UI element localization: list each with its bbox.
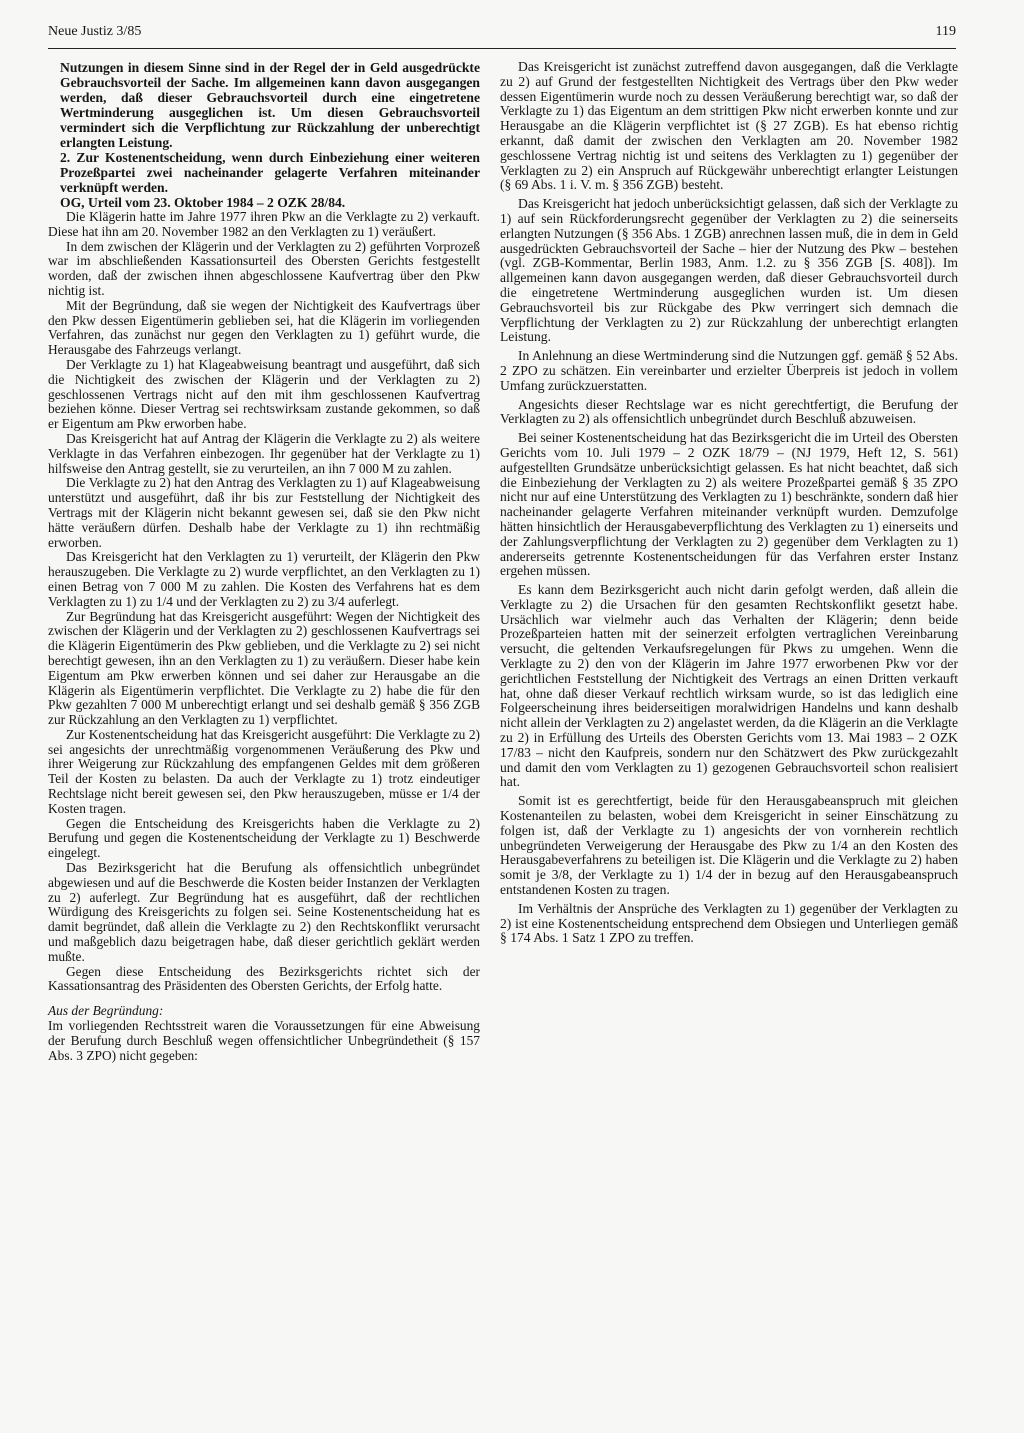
body-paragraph: Im vorliegenden Rechtsstreit waren die Voraussetzungen für eine Abweisung der Berufung durch Beschluß wegen offensichtlicher Unbegründetheit (§ 157 Abs. 3 ZPO) nicht gegeben:	[48, 1018, 480, 1063]
body-paragraph: Der Verklagte zu 1) hat Klageabweisung beantragt und ausgeführt, daß sich die Nichtigkeit des zwischen der Klägerin und der Verklagten zu 2) geschlossenen Vertrags nicht auf den mit ihm geschlossenen Kaufvertrag beziehen könne. Dieser Vertrag sei rechtswirksam zustande gekommen, so daß er Eigentum am Pkw erworben habe.	[48, 356, 480, 432]
body-paragraph: Die Verklagte zu 2) hat den Antrag des Verklagten zu 1) auf Klageabweisung unterstützt und ausgeführt, daß ihr bis zur Feststellung der Nichtigkeit des Vertrags mit der Klägerin nicht bekannt gewesen sei, daß sie den Pkw nicht hätte veräußern dürfen. Deshalb habe der Verklagte zu 1) ihn rechtmäßig erworben.	[48, 475, 480, 550]
case-citation: OG, Urteil vom 23. Oktober 1984 – 2 OZK 28/84.	[60, 195, 346, 210]
body-paragraph: Die Klägerin hatte im Jahre 1977 ihren Pkw an die Verklagte zu 2) verkauft. Diese hat ihn am 20. November 1982 an den Verklagten zu 1) veräußert.	[48, 209, 480, 239]
body-paragraph: Das Kreisgericht ist zunächst zutreffend davon ausgegangen, daß die Verklagte zu 2) auf Grund der festgestellten Nichtigkeit des Vertrags über den Pkw weder dessen Eigentümerin wurde noch zu dessen Veräußerung berechtigt war, so daß der Verklagte zu 1) das Eigentum an dem strittigen Pkw nicht erwerben konnte und zur Herausgabe an die Klägerin verpflichtet ist (§ 27 ZGB). Es hat ebenso richtig erkannt, daß damit der zwischen den Verklagten am 20. November 1982 geschlossene Vertrag nichtig ist und seitens des Verklagten zu 1) gegenüber der Verklagten zu 2) ein Anspruch auf Rückgewähr unberechtigt erlangter Leistungen (§ 69 Abs. 1 i. V. m. § 356 ZGB) besteht.	[500, 59, 958, 193]
journal-title: Neue Justiz 3/85	[48, 24, 142, 39]
section-heading: Aus der Begründung:	[48, 1003, 164, 1019]
body-paragraph: Mit der Begründung, daß sie wegen der Nichtigkeit des Kaufvertrags über den Pkw dessen Eigentümerin geblieben sei, hat die Klägerin im vorliegenden Verfahren, das zunächst nur gegen den Verklagten zu 1) geführt wurde, die Herausgabe des Fahrzeugs verlangt.	[48, 297, 480, 358]
headnote	[48, 60, 480, 210]
body-paragraph: Das Kreisgericht hat den Verklagten zu 1) verurteilt, der Klägerin den Pkw herauszugeben. Die Verklagte zu 2) wurde verpflichtet, an den Verklagten zu 1) einen Betrag von 7 000 M zu zahlen. Die Kosten des Verfahrens hat es dem Verklagten zu 1) zu 1/4 und der Verklagten zu 2) zu 3/4 auferlegt.	[48, 549, 480, 609]
body-paragraph: Zur Begründung hat das Kreisgericht ausgeführt: Wegen der Nichtigkeit des zwischen der Klägerin und der Verklagten zu 2) geschlossenen Kaufvertrags sei die Klägerin Eigentümerin des Pkw geblieben, und die Verklagte zu 2) sei nicht berechtigt gewesen, ihn an den Verklagten zu 1) zu veräußern. Dieser habe kein Eigentum am Pkw erwerben können und sei daher zur Herausgabe an die Klägerin als Eigentümerin verpflichtet. Die Verklagte zu 2) habe die für den Pkw gezahlten 7 000 M unberechtigt erlangt und sei deshalb gemäß § 356 ZGB zur Rückzahlung an den Verklagten zu 1) verpflichtet.	[48, 608, 480, 728]
body-paragraph: Zur Kostenentscheidung hat das Kreisgericht ausgeführt: Die Verklagte zu 2) sei angesichts der unrechtmäßig vorgenommenen Veräußerung des Pkw und ihrer Weigerung zur Rückzahlung des empfangenen Geldes mit dem größeren Teil der Kosten zu belasten. Da auch der Verklagte zu 1) trotz eindeutiger Rechtslage nicht bereit gewesen sei, den Pkw herauszugeben, müsse er 1/4 der Kosten tragen.	[48, 726, 480, 816]
body-paragraph: In dem zwischen der Klägerin und der Verklagten zu 2) geführten Vorprozeß war im abschließenden Kassationsurteil des Obersten Gerichts festgestellt worden, daß der zwischen ihnen abgeschlossene Kaufvertrag über den Pkw nichtig ist.	[48, 238, 480, 298]
body-paragraph: Gegen diese Entscheidung des Bezirksgerichts richtet sich der Kassationsantrag des Präsidenten des Obersten Gerichts, der Erfolg hatte.	[48, 963, 480, 994]
page-number: 119	[935, 24, 956, 39]
body-paragraph: Somit ist es gerechtfertigt, beide für den Herausgabeanspruch mit gleichen Kostenanteilen zu belasten, wobei dem Kreisgericht in seiner Einschätzung zu folgen ist, daß der Verklagte zu 1) angesichts der von vornherein rechtlich unbegründeten Verweigerung der Herausgabe des Pkw zu 1/4 an den Kosten des Herausgabeverfahrens zu beteiligen ist. Die Klägerin und die Verklagte zu 2) haben somit je 3/8, der Verklagte zu 1) 1/4 der in bezug auf den Herausgabeanspruch entstandenen Kosten zu tragen.	[500, 793, 958, 898]
right-column	[500, 60, 958, 950]
left-column	[48, 60, 480, 1063]
running-head	[48, 24, 956, 44]
body-paragraph: Das Kreisgericht hat jedoch unberücksichtigt gelassen, daß sich der Verklagte zu 1) auf sein Rückforderungsrecht gegenüber der Verklagten zu 2) die seinerseits erlangten Nutzungen (§ 356 Abs. 1 ZGB) anrechnen lassen muß, die in dem in Geld ausgedrückten Gebrauchsvorteil der Sache – hier der Nutzung des Pkw – bestehen (vgl. ZGB-Kommentar, Berlin 1983, Anm. 1.2. zu § 356 ZGB [S. 408]). Im allgemeinen kann davon ausgegangen werden, daß dieser Gebrauchsvorteil durch die eingetretene Wertminderung ausgeglichen wurden ist. Um diesen Gebrauchsvorteil bis zur Rückgabe des Pkw verringert sich demnach die Verpflichtung der Verklagten zu 2) zur Rückzahlung der unberechtigt erlangten Leistung.	[500, 196, 958, 345]
body-paragraph: Bei seiner Kostenentscheidung hat das Bezirksgericht die im Urteil des Obersten Gerichts vom 10. Juli 1979 – 2 OZK 18/79 – (NJ 1979, Heft 12, S. 561) aufgestellten Grundsätze unberücksichtigt gelassen. Es hat nicht beachtet, daß sich die Einbeziehung der Verklagten zu 2) als weitere Prozeßpartei gemäß § 35 ZPO nicht nur auf eine Unterstützung des Verklagten zu 1) beschränkte, sondern daß hier nacheinander gelagerte Verfahren miteinander verknüpft wurden. Demzufolge hätten hinsichtlich der Herausgabeverpflichtung des Verklagten zu 1) einerseits und der Zahlungsverpflichtung der Verklagten zu 2) gegenüber dem Verklagten zu 1) andererseits getrennte Kostenentscheidungen für das Verfahren erster Instanz ergehen müssen.	[500, 430, 958, 579]
header-rule	[48, 48, 956, 49]
body-paragraph: Angesichts dieser Rechtslage war es nicht gerechtfertigt, die Berufung der Verklagten zu 2) als offensichtlich unbegründet durch Beschluß abzuweisen.	[500, 396, 958, 427]
body-paragraph: Im Verhältnis der Ansprüche des Verklagten zu 1) gegenüber der Verklagten zu 2) ist eine Kostenentscheidung entsprechend dem Obsiegen und Unterliegen gemäß § 174 Abs. 1 Satz 1 ZPO zu treffen.	[500, 900, 958, 946]
body-paragraph: Es kann dem Bezirksgericht auch nicht darin gefolgt werden, daß allein die Verklagte zu 2) die Ursachen für den gesamten Rechtskonflikt gesetzt habe. Ursächlich war vielmehr auch das Verhalten der Klägerin; denn beide Prozeßparteien hatten mit der seinerzeit erfolgten vertraglichen Vereinbarung versucht, die geltenden Verkaufsregelungen für Pkws zu umgehen. Wenn die Verklagte zu 2) den von der Klägerin im Jahre 1977 erworbenen Pkw vor der gerichtlichen Feststellung der Nichtigkeit des Vertrags an einen Dritten verkauft hat, ohne daß dieser Verkauf rechtlich wirksam wurde, so ist das lediglich eine Folgeerscheinung ihres beiderseitigen moralwidrigen Handelns und kann deshalb nicht allein der Verklagten zu 2) angelastet werden, da die Klägerin an die Verklagte zu 2) in Erfüllung des Urteils des Obersten Gerichts vom 13. Mai 1983 – 2 OZK 17/83 – nicht den Kaufpreis, sondern nur den Schätzwert des Pkw zurückgezahlt und damit den vom Verklagten zu 1) gezogenen Gebrauchsvorteil schon realisiert hat.	[500, 582, 958, 790]
body-paragraph: Das Bezirksgericht hat die Berufung als offensichtlich unbegründet abgewiesen und auf die Beschwerde die Kosten beider Instanzen der Verklagten zu 2) auferlegt. Zur Begründung hat es ausgeführt, daß der rechtlichen Würdigung des Kreisgerichts zu folgen sei. Seine Kostenentscheidung hat es damit begründet, daß allein die Verklagte zu 2) den Rechtskonflikt verursacht und maßgeblich dazu beigetragen habe, daß dieser gerichtlich geklärt werden mußte.	[48, 860, 480, 964]
body-paragraph: Das Kreisgericht hat auf Antrag der Klägerin die Verklagte zu 2) als weitere Verklagte in das Verfahren einbezogen. Ihr gegenüber hat der Verklagte zu 1) hilfsweise den Antrag gestellt, sie zu verurteilen, an ihn 7 000 M zu zahlen.	[48, 430, 480, 476]
headnote-paragraph: Nutzungen in diesem Sinne sind in der Regel der in Geld ausgedrückte Gebrauchsvorteil der Sache. Im allgemeinen kann davon ausgegangen werden, daß dieser Gebrauchsvorteil durch eine eingetretene Wertminderung ausgeglichen ist. Um diesen Gebrauchsvorteil vermindert sich die Verpflichtung zur Rückzahlung der unberechtigt erlangten Leistung.	[60, 60, 480, 150]
headnote-paragraph: 2. Zur Kostenentscheidung, wenn durch Einbeziehung einer weiteren Prozeßpartei zwei nacheinander gelagerte Verfahren miteinander verknüpft werden.	[60, 150, 480, 195]
body-paragraph: In Anlehnung an diese Wertminderung sind die Nutzungen ggf. gemäß § 52 Abs. 2 ZPO zu schätzen. Ein vereinbarter und erzielter Überpreis ist jedoch in vollem Umfang zurückzuerstatten.	[500, 348, 958, 393]
body-paragraph: Gegen die Entscheidung des Kreisgerichts haben die Verklagte zu 2) Berufung und gegen die Kostenentscheidung der Verklagte zu 1) Beschwerde eingelegt.	[48, 815, 480, 861]
